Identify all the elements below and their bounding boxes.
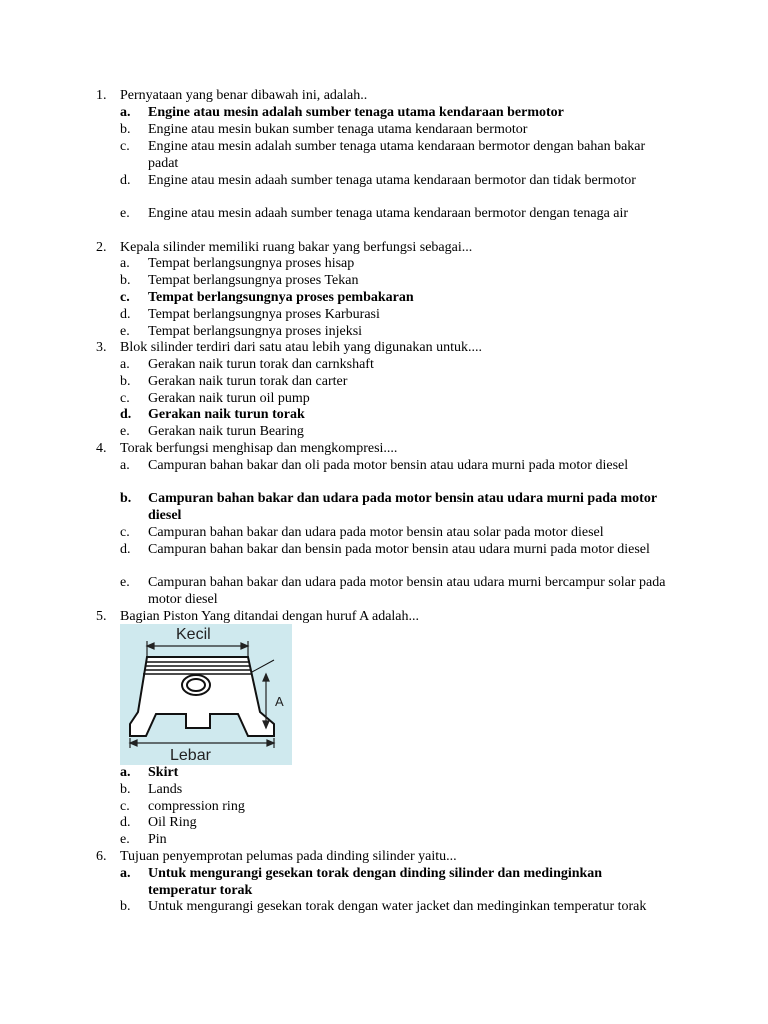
label-a: A bbox=[275, 694, 284, 709]
option-text: Oil Ring bbox=[148, 815, 197, 830]
option-text: Engine atau mesin bukan sumber tenaga utama kendaraan bermotor bbox=[148, 122, 528, 137]
question-number: 2. bbox=[96, 240, 107, 255]
option-letter: a. bbox=[120, 357, 130, 372]
option-text: Tempat berlangsungnya proses injeksi bbox=[148, 324, 363, 339]
option-letter: c. bbox=[120, 290, 130, 305]
option-letter: d. bbox=[120, 407, 132, 422]
option-letter: d. bbox=[120, 307, 131, 322]
question-number: 5. bbox=[96, 609, 107, 624]
option-letter: b. bbox=[120, 374, 131, 389]
option-text: Skirt bbox=[148, 765, 179, 780]
option-text: Gerakan naik turun Bearing bbox=[148, 424, 304, 439]
pin-hole bbox=[182, 675, 210, 695]
option-text: Tempat berlangsungnya proses pembakaran bbox=[148, 290, 414, 305]
option-letter: c. bbox=[120, 391, 130, 406]
option-text: Untuk mengurangi gesekan torak dengan dinding silinder dan medinginkan temperatur torak bbox=[148, 866, 603, 898]
option-letter: c. bbox=[120, 799, 130, 814]
option-letter: b. bbox=[120, 122, 131, 137]
option-text: Gerakan naik turun torak bbox=[148, 407, 305, 422]
option-letter: a. bbox=[120, 866, 131, 881]
option-letter: b. bbox=[120, 899, 131, 914]
option-letter: d. bbox=[120, 542, 131, 557]
option-text: Lands bbox=[148, 782, 183, 797]
option-letter: e. bbox=[120, 424, 130, 439]
option-letter: d. bbox=[120, 173, 131, 188]
top-dimension bbox=[147, 641, 248, 658]
label-lebar: Lebar bbox=[170, 747, 211, 764]
option-letter: d. bbox=[120, 815, 131, 830]
option-text: Engine atau mesin adalah sumber tenaga utama kendaraan bermotor dengan bahan bakar padat bbox=[148, 139, 646, 171]
option-letter: e. bbox=[120, 832, 130, 847]
option-letter: c. bbox=[120, 525, 130, 540]
option-text: Campuran bahan bakar dan oli pada motor bensin atau udara murni pada motor diesel bbox=[148, 458, 629, 473]
question-text: Kepala silinder memiliki ruang bakar yang berfungsi sebagai... bbox=[120, 240, 473, 255]
option-text: Pin bbox=[148, 832, 167, 847]
option-letter: c. bbox=[120, 139, 130, 154]
option-text: Tempat berlangsungnya proses Tekan bbox=[148, 273, 359, 288]
question-number: 4. bbox=[96, 441, 107, 456]
question-number: 6. bbox=[96, 849, 107, 864]
question-text: Tujuan penyemprotan pelumas pada dinding silinder yaitu... bbox=[120, 849, 457, 864]
option-text: Engine atau mesin adaah sumber tenaga utama kendaraan bermotor dengan tenaga air bbox=[148, 206, 629, 221]
option-text: Tempat berlangsungnya proses Karburasi bbox=[148, 307, 380, 322]
option-letter: b. bbox=[120, 782, 131, 797]
piston-body bbox=[130, 657, 274, 736]
option-letter: a. bbox=[120, 765, 131, 780]
option-text: Campuran bahan bakar dan udara pada motor bensin atau solar pada motor diesel bbox=[148, 525, 604, 540]
option-text: Campuran bahan bakar dan bensin pada motor bensin atau udara murni pada motor diesel bbox=[148, 542, 650, 557]
option-letter: e. bbox=[120, 324, 130, 339]
question-text: Pernyataan yang benar dibawah ini, adalah.. bbox=[120, 88, 368, 103]
question-text: Bagian Piston Yang ditandai dengan huruf A adalah... bbox=[120, 609, 420, 624]
option-letter: b. bbox=[120, 273, 131, 288]
question-number: 3. bbox=[96, 340, 107, 355]
option-text: Gerakan naik turun torak dan carter bbox=[148, 374, 348, 389]
option-text: Engine atau mesin adaah sumber tenaga utama kendaraan bermotor dan tidak bermotor bbox=[148, 173, 636, 188]
option-text: compression ring bbox=[148, 799, 245, 814]
option-text: Gerakan naik turun torak dan carnkshaft bbox=[148, 357, 374, 372]
question-number: 1. bbox=[96, 88, 107, 103]
option-text: Campuran bahan bakar dan udara pada motor bensin atau udara murni pada motor diesel bbox=[148, 491, 657, 523]
label-kecil: Kecil bbox=[176, 626, 211, 643]
option-letter: a. bbox=[120, 256, 130, 271]
option-letter: a. bbox=[120, 458, 130, 473]
question-text: Blok silinder terdiri dari satu atau lebih yang digunakan untuk.... bbox=[120, 340, 482, 355]
option-text: Gerakan naik turun oil pump bbox=[148, 391, 310, 406]
leader-line bbox=[252, 660, 274, 672]
question-text: Torak berfungsi menghisap dan mengkompresi.... bbox=[120, 441, 398, 456]
option-text: Untuk mengurangi gesekan torak dengan water jacket dan medinginkan temperatur torak bbox=[148, 899, 647, 914]
option-text: Engine atau mesin adalah sumber tenaga utama kendaraan bermotor bbox=[148, 105, 564, 120]
option-letter: e. bbox=[120, 575, 130, 590]
option-text: Campuran bahan bakar dan udara pada motor bensin atau udara murni bercampur solar pada motor diesel bbox=[148, 575, 666, 607]
option-text: Tempat berlangsungnya proses hisap bbox=[148, 256, 355, 271]
option-letter: b. bbox=[120, 491, 132, 506]
option-letter: e. bbox=[120, 206, 130, 221]
option-letter: a. bbox=[120, 105, 131, 120]
piston-diagram bbox=[120, 624, 292, 765]
